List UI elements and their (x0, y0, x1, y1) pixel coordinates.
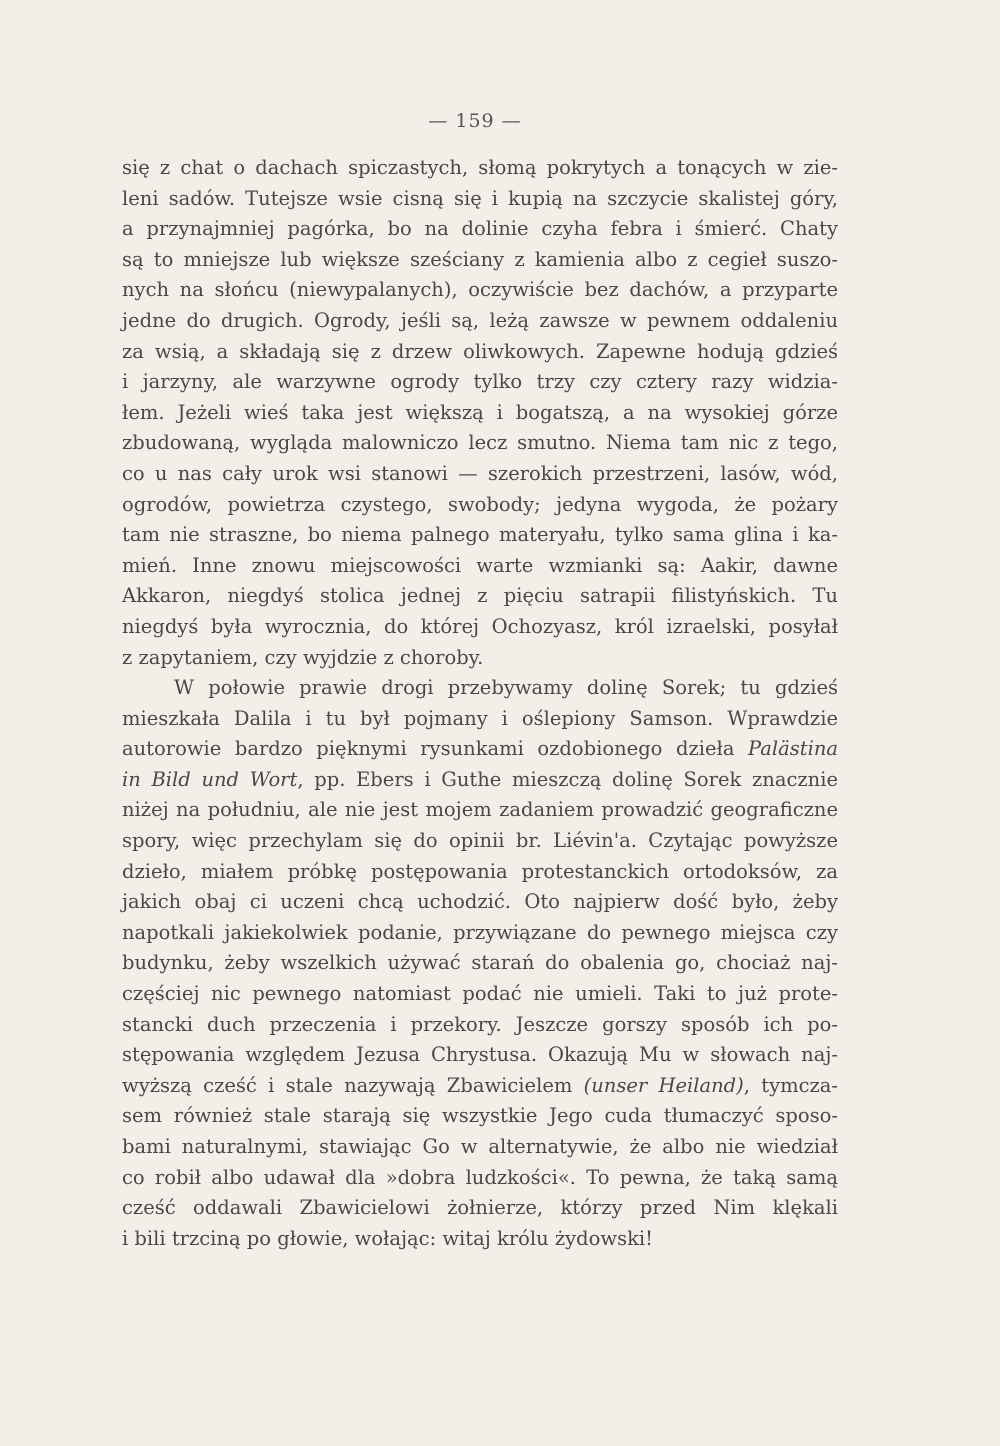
text-line: dzieło, miałem próbkę postępowania protestanckich ortodoksów, za (122, 859, 838, 883)
text-fragment: autorowie bardzo pięknymi rysunkami ozdobionego dzieła (122, 737, 748, 761)
text-line: co u nas cały urok wsi stanowi — szerokich przestrzeni, lasów, wód, (122, 461, 838, 485)
text-line: zbudowaną, wygląda malowniczo lecz smutno. Niema tam nic z tego, (122, 431, 838, 455)
text-line: i jarzyny, ale warzywne ogrody tylko trzy czy cztery razy widzia- (122, 370, 838, 394)
text-line: łem. Jeżeli wieś taka jest większą i bogatszą, a na wysokiej górze (122, 400, 838, 424)
text-line: się z chat o dachach spiczastych, słomą pokrytych a tonących w zie- (122, 156, 838, 179)
text-line (122, 765, 838, 796)
text-line: stępowania względem Jezusa Chrystusa. Okazują Mu w słowach naj- (122, 1043, 838, 1067)
text-line: Akkaron, niegdyś stolica jednej z pięciu satrapii filistyńskich. Tu (122, 584, 838, 608)
italic-title: Palästina (748, 737, 838, 761)
text-line: stancki duch przeczenia i przekory. Jeszcze gorszy sposób ich po- (122, 1012, 838, 1036)
text-line: bami naturalnymi, stawiając Go w alternatywie, że albo nie wiedział (122, 1135, 838, 1158)
text-line: są to mniejsze lub większe sześciany z kamienia albo z cegieł suszo- (122, 247, 838, 271)
text-line: za wsią, a składają się z drzew oliwkowych. Zapewne hodują gdzieś (122, 339, 838, 363)
page-number: — 159 — (428, 110, 522, 132)
text-line: ogrodów, powietrza czystego, swobody; jedyna wygoda, że pożary (122, 492, 838, 516)
text-line: niegdyś była wyrocznia, do której Ochozyasz, król izraelski, posyłał (122, 614, 838, 638)
text-line: a przynajmniej pagórka, bo na dolinie czyha febra i śmierć. Chaty (122, 217, 838, 241)
text-line: co robił albo udawał dla »dobra ludzkości«. To pewna, że taką samą (122, 1165, 838, 1189)
text-line: sem również stale starają się wszystkie Jego cuda tłumaczyć sposo- (122, 1104, 838, 1128)
text-fragment: , pp. Ebers i Guthe mieszczą dolinę Sorek znacznie (297, 767, 838, 791)
text-line: częściej nic pewnego natomiast podać nie umieli. Taki to już prote- (122, 982, 838, 1006)
text-fragment: wyższą cześć i stale nazywają Zbawicielem (122, 1073, 584, 1097)
text-line: niżej na południu, ale nie jest mojem zadaniem prowadzić geograficzne (122, 798, 838, 822)
text-line: z zapytaniem, czy wyjdzie z choroby. (122, 645, 484, 669)
italic-title: in Bild und Wort (122, 767, 298, 791)
paragraph-1 (122, 153, 838, 673)
text-line: jedne do drugich. Ogrody, jeśli są, leżą zawsze w pewnem oddaleniu (122, 308, 838, 332)
text-line: spory, więc przechylam się do opinii br. Liévin'a. Czytając powyższe (122, 829, 838, 853)
text-line: napotkali jakiekolwiek podanie, przywiązane do pewnego miejsca czy (122, 920, 838, 944)
paragraph-2 (122, 673, 838, 1254)
body-text (122, 153, 838, 1254)
text-line: jakich obaj ci uczeni chcą uchodzić. Oto najpierw dość było, żeby (122, 890, 838, 914)
text-line: leni sadów. Tutejsze wsie cisną się i kupią na szczycie skalistej góry, (122, 186, 838, 210)
text-line (122, 734, 838, 765)
text-line: W połowie prawie drogi przebywamy dolinę Sorek; tu gdzieś (174, 676, 838, 700)
text-line: nych na słońcu (niewypalanych), oczywiście bez dachów, a przyparte (122, 278, 838, 302)
italic-phrase: (unser Heiland) (583, 1073, 744, 1097)
text-line: mień. Inne znowu miejscowości warte wzmianki są: Aakir, dawne (122, 553, 838, 577)
text-line: cześć oddawali Zbawicielowi żołnierze, którzy przed Nim klękali (122, 1196, 838, 1220)
text-line: i bili trzciną po głowie, wołając: witaj królu żydowski! (122, 1226, 653, 1250)
text-line: tam nie straszne, bo niema palnego materyału, tylko sama glina i ka- (122, 523, 838, 547)
text-line: budynku, żeby wszelkich używać starań do obalenia go, chociaż naj- (122, 951, 838, 975)
text-line (122, 1071, 838, 1102)
text-fragment: , tymcza- (743, 1073, 838, 1097)
text-line: mieszkała Dalila i tu był pojmany i oślepiony Samson. Wprawdzie (122, 706, 838, 730)
